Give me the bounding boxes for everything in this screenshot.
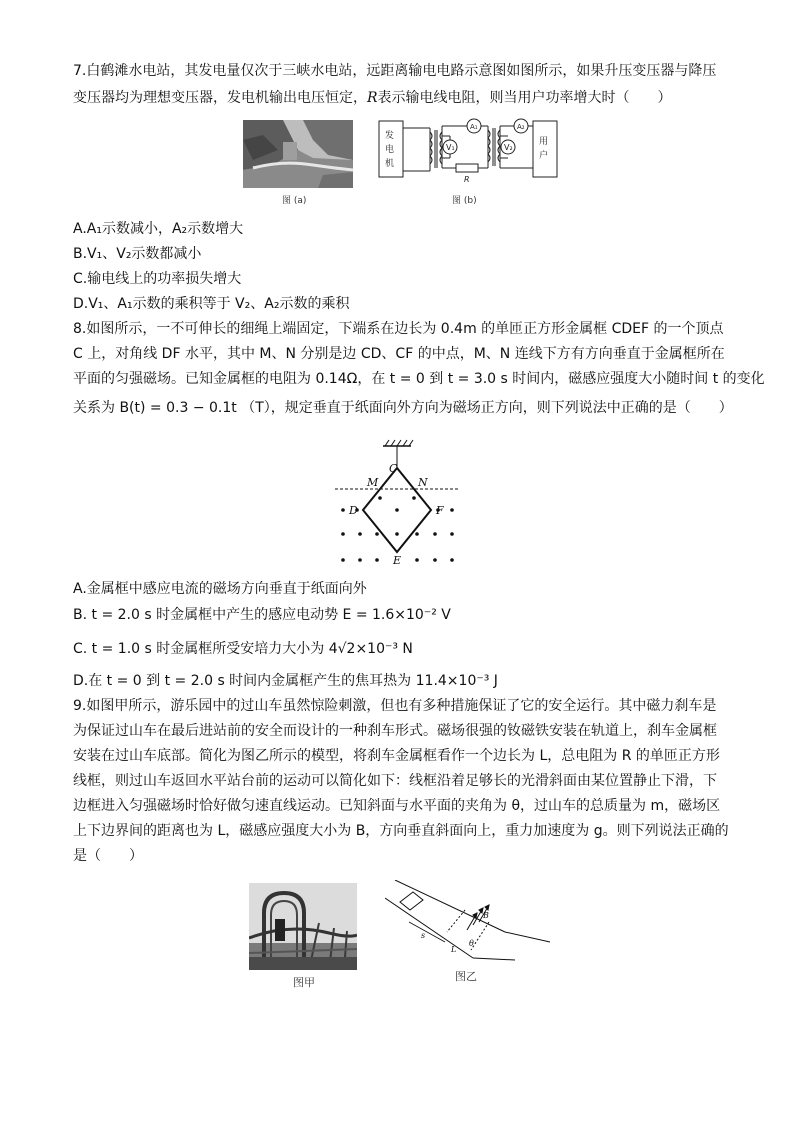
square-frame-diagram [335,438,460,568]
label-b: B [483,911,489,920]
gen-char-2: 电 [385,145,395,155]
gen-char-3: 机 [385,159,395,169]
circuit-diagram [378,116,558,184]
q8-line-3: 平面的匀强磁场。已知金属框的电阻为 0.14Ω，在 t = 0 到 t = 3.0 s 时间内，磁感应强度大小随时间 t 的变化 [73,371,765,387]
a1-label: A₁ [470,123,478,131]
q7-option-c: C.输电线上的功率损失增大 [73,271,242,287]
q7-r-symbol: R [367,90,378,106]
label-n: N [418,476,428,489]
q7-option-b: B.V₁、V₂示数都减小 [73,246,202,262]
fig-b-caption: 图 (b) [452,196,477,206]
q7-option-d: D.V₁、A₁示数的乘积等于 V₂、A₂示数的乘积 [73,296,350,312]
roller-coaster-photo [249,883,357,970]
label-f: F [436,504,444,517]
q8-option-a: A.金属框中感应电流的磁场方向垂直于纸面向外 [73,581,367,597]
q9-line-2: 为保证过山车在最后进站前的安全而设计的一种刹车形式。磁场很强的钕磁铁安装在轨道上，刹车金属框 [73,723,717,739]
q7-option-a: A.A₁示数减小，A₂示数增大 [73,221,244,237]
q7-line-2a: 变压器均为理想变压器，发电机输出电压恒定， [73,90,367,106]
fig-jia-caption: 图甲 [293,976,315,989]
q9-line-3: 安装在过山车底部。简化为图乙所示的模型，将刹车金属框看作一个边长为 L，总电阻为 R 的单匝正方形 [73,748,720,764]
q8-option-c: C. t = 1.0 s 时金属框所受安培力大小为 4√2×10⁻³ N [73,641,413,657]
label-m: M [367,476,379,489]
label-d: D [349,504,358,517]
q9-line-4: 线框，则过山车返回水平站台前的运动可以简化如下：线框沿着足够长的光滑斜面由某位置静止下滑，下 [73,773,717,789]
q7-line-1: 7.白鹤滩水电站，其发电量仅次于三峡水电站，远距离输电电路示意图如图所示，如果升压变压器与降压 [73,63,717,79]
q7-line-2b: 表示输电线电阻，则当用户功率增大时（ ） [377,90,672,106]
q8-line-2: C 上，对角线 DF 水平，其中 M、N 分别是边 CD、CF 的中点，M、N 连线下方有方向垂直于金属框所在 [73,346,725,362]
q9-line-1: 9.如图甲所示，游乐园中的过山车虽然惊险刺激，但也有多种措施保证了它的安全运行。其中磁力刹车是 [73,698,717,714]
a2-label: A₂ [517,123,525,131]
v1-label: V₁ [446,143,455,152]
fig-yi-caption: 图乙 [455,970,477,983]
r-label: R [464,175,470,184]
user-char-2: 户 [539,151,549,161]
q7-line-2 [73,89,672,107]
label-theta: θ [469,939,474,948]
q9-line-6: 上下边界间的距离也为 L，磁感应强度大小为 B，方向垂直斜面向上，重力加速度为 g。则下列说法正确的 [73,823,729,839]
q8-line-1: 8.如图所示，一不可伸长的细绳上端固定，下端系在边长为 0.4m 的单匝正方形金属框 CDEF 的一个顶点 [73,321,724,337]
q8-option-d: D.在 t = 0 到 t = 2.0 s 时间内金属框产生的焦耳热为 11.4×10⁻³ J [73,673,498,689]
v2-label: V₂ [504,143,513,152]
label-c: C [389,462,398,475]
label-e: E [393,554,402,567]
user-char-1: 用 [539,137,549,147]
gen-char-1: 发 [385,131,395,141]
incline-diagram [385,880,555,968]
q8-option-b: B. t = 2.0 s 时金属框中产生的感应电动势 E = 1.6×10⁻² V [73,607,451,623]
label-l: L [451,945,457,954]
q9-line-7: 是（ ） [73,848,143,864]
q9-line-5: 边框进入匀强磁场时恰好做匀速直线运动。已知斜面与水平面的夹角为 θ，过山车的总质量为 m，磁场区 [73,798,721,814]
q8-line-4: 关系为 B(t) = 0.3 − 0.1t （T），规定垂直于纸面向外方向为磁场正方向，则下列说法中正确的是（ ） [73,400,733,416]
fig-a-caption: 图 (a) [282,196,307,206]
dam-photo [243,120,353,188]
label-s: s [421,931,426,940]
